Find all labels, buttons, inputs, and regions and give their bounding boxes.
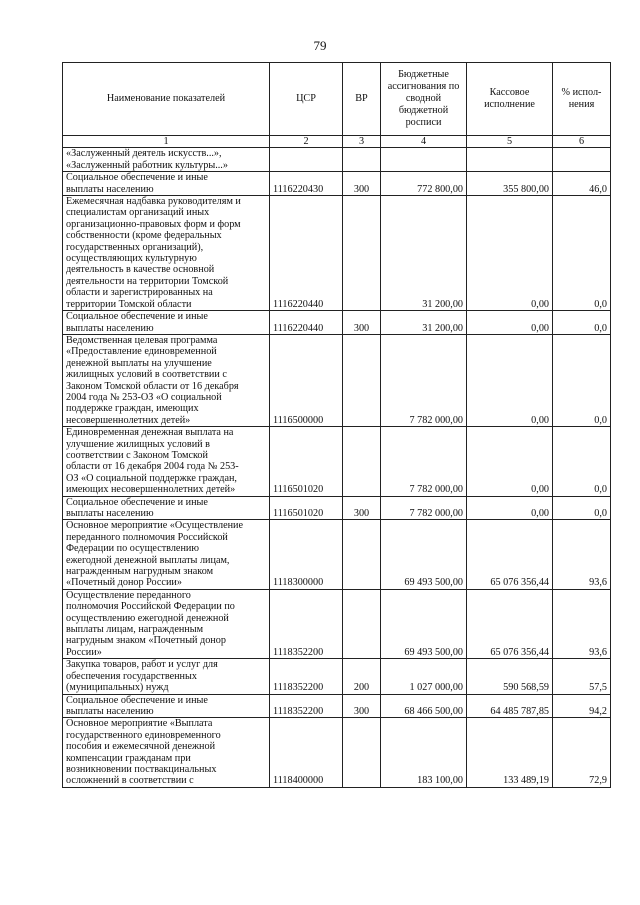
row-pct-cell: 0,0: [553, 196, 611, 311]
row-csr-cell: 1118352200: [270, 659, 343, 694]
row-vr-cell: [343, 718, 381, 787]
row-cash-cell: 65 076 356,44: [467, 520, 553, 589]
table-row: [63, 334, 611, 426]
row-vr-cell: [343, 148, 381, 172]
row-name-cell: Единовременная денежная выплата на улучшение жилищных условий в соответствии с Законом Томской области от 16 декабря 2004 года № 253- ОЗ «О социальной поддержке граждан, имеющих несовершеннолетних детей»: [63, 427, 270, 496]
row-pct-cell: 57,5: [553, 659, 611, 694]
row-name-cell: Ежемесячная надбавка руководителям и специалистам организаций иных организационно-правовых форм и форм собственности (кроме федеральных государственных организаций), осуществляющих культурную деятельность в качестве основной деятельности на территории Томской области и зарегистрированных на территории Томской области: [63, 196, 270, 311]
header-budget: Бюджетные ассигнования по сводной бюджетной росписи: [381, 63, 467, 136]
row-name-cell: Основное мероприятие «Осуществление переданного полномочия Российской Федерации по осуществлению ежегодной денежной выплаты лицам, награжденным нагрудным знаком «Почетный донор России»: [63, 520, 270, 589]
row-cash-cell: 65 076 356,44: [467, 589, 553, 658]
row-name-cell: Социальное обеспечение и иные выплаты населению: [63, 172, 270, 196]
row-csr-cell: 1118352200: [270, 589, 343, 658]
row-name-cell: Закупка товаров, работ и услуг для обеспечения государственных (муниципальных) нужд: [63, 659, 270, 694]
row-vr-cell: 300: [343, 694, 381, 718]
column-number: 4: [381, 136, 467, 148]
column-number: 5: [467, 136, 553, 148]
row-budget-cell: 7 782 000,00: [381, 496, 467, 520]
row-budget-cell: 7 782 000,00: [381, 334, 467, 426]
row-name-cell: «Заслуженный деятель искусств...», «Заслуженный работник культуры...»: [63, 148, 270, 172]
row-pct-cell: 46,0: [553, 172, 611, 196]
row-budget-cell: 1 027 000,00: [381, 659, 467, 694]
row-cash-cell: 590 568,59: [467, 659, 553, 694]
row-pct-cell: 0,0: [553, 311, 611, 335]
row-name-cell: Социальное обеспечение и иные выплаты населению: [63, 311, 270, 335]
table-row: [63, 718, 611, 787]
row-budget-cell: [381, 148, 467, 172]
row-pct-cell: 94,2: [553, 694, 611, 718]
row-name-cell: Осуществление переданного полномочия Российской Федерации по осуществлению ежегодной денежной выплаты лицам, награжденным нагрудным знаком «Почетный донор России»: [63, 589, 270, 658]
row-vr-cell: [343, 520, 381, 589]
row-budget-cell: 69 493 500,00: [381, 589, 467, 658]
header-csr: ЦСР: [270, 63, 343, 136]
column-number: 6: [553, 136, 611, 148]
table-row: [63, 520, 611, 589]
row-budget-cell: 68 466 500,00: [381, 694, 467, 718]
row-name-cell: Социальное обеспечение и иные выплаты населению: [63, 694, 270, 718]
row-cash-cell: [467, 148, 553, 172]
row-cash-cell: 0,00: [467, 496, 553, 520]
page-number: 79: [313, 38, 327, 53]
row-cash-cell: 133 489,19: [467, 718, 553, 787]
row-cash-cell: 0,00: [467, 311, 553, 335]
row-vr-cell: 300: [343, 496, 381, 520]
row-vr-cell: [343, 589, 381, 658]
row-csr-cell: 1118300000: [270, 520, 343, 589]
row-csr-cell: [270, 148, 343, 172]
budget-execution-table: [62, 62, 611, 788]
header-pct: % испол-нения: [553, 63, 611, 136]
row-csr-cell: 1116500000: [270, 334, 343, 426]
row-pct-cell: 72,9: [553, 718, 611, 787]
row-vr-cell: [343, 427, 381, 496]
row-csr-cell: 1116501020: [270, 496, 343, 520]
row-name-cell: Социальное обеспечение и иные выплаты населению: [63, 496, 270, 520]
row-csr-cell: 1118400000: [270, 718, 343, 787]
table-header-row: [63, 63, 611, 136]
table-row: [63, 496, 611, 520]
row-vr-cell: [343, 196, 381, 311]
row-pct-cell: 93,6: [553, 589, 611, 658]
header-name: Наименование показателей: [63, 63, 270, 136]
row-budget-cell: 31 200,00: [381, 311, 467, 335]
table-row: [63, 694, 611, 718]
row-pct-cell: 0,0: [553, 496, 611, 520]
row-budget-cell: 31 200,00: [381, 196, 467, 311]
row-csr-cell: 1116220440: [270, 196, 343, 311]
row-vr-cell: [343, 334, 381, 426]
row-csr-cell: 1116220430: [270, 172, 343, 196]
row-name-cell: Ведомственная целевая программа «Предоставление единовременной денежной выплаты на улучшение жилищных условий в соответствии с Законом Томской области от 16 декабря 2004 года № 253-ОЗ «О социальной поддержке граждан, имеющих несовершеннолетних детей»: [63, 334, 270, 426]
row-budget-cell: 7 782 000,00: [381, 427, 467, 496]
column-number: 3: [343, 136, 381, 148]
column-number-row: [63, 136, 611, 148]
row-cash-cell: 64 485 787,85: [467, 694, 553, 718]
row-name-cell: Основное мероприятие «Выплата государственного единовременного пособия и ежемесячной денежной компенсации гражданам при возникновении поствакцинальных осложнений в соответствии с: [63, 718, 270, 787]
row-cash-cell: 0,00: [467, 427, 553, 496]
row-pct-cell: [553, 148, 611, 172]
row-vr-cell: 200: [343, 659, 381, 694]
row-pct-cell: 0,0: [553, 334, 611, 426]
row-cash-cell: 0,00: [467, 196, 553, 311]
header-cash: Кассовое исполнение: [467, 63, 553, 136]
column-number: 1: [63, 136, 270, 148]
table-row: [63, 172, 611, 196]
row-budget-cell: 772 800,00: [381, 172, 467, 196]
row-cash-cell: 355 800,00: [467, 172, 553, 196]
table-row: [63, 311, 611, 335]
table-row: [63, 659, 611, 694]
row-csr-cell: 1116501020: [270, 427, 343, 496]
row-vr-cell: 300: [343, 172, 381, 196]
table-row: [63, 589, 611, 658]
row-csr-cell: 1116220440: [270, 311, 343, 335]
table-row: [63, 148, 611, 172]
row-cash-cell: 0,00: [467, 334, 553, 426]
column-number: 2: [270, 136, 343, 148]
row-budget-cell: 69 493 500,00: [381, 520, 467, 589]
header-vr: ВР: [343, 63, 381, 136]
row-pct-cell: 0,0: [553, 427, 611, 496]
row-budget-cell: 183 100,00: [381, 718, 467, 787]
table-row: [63, 427, 611, 496]
row-csr-cell: 1118352200: [270, 694, 343, 718]
table-row: [63, 196, 611, 311]
row-vr-cell: 300: [343, 311, 381, 335]
row-pct-cell: 93,6: [553, 520, 611, 589]
